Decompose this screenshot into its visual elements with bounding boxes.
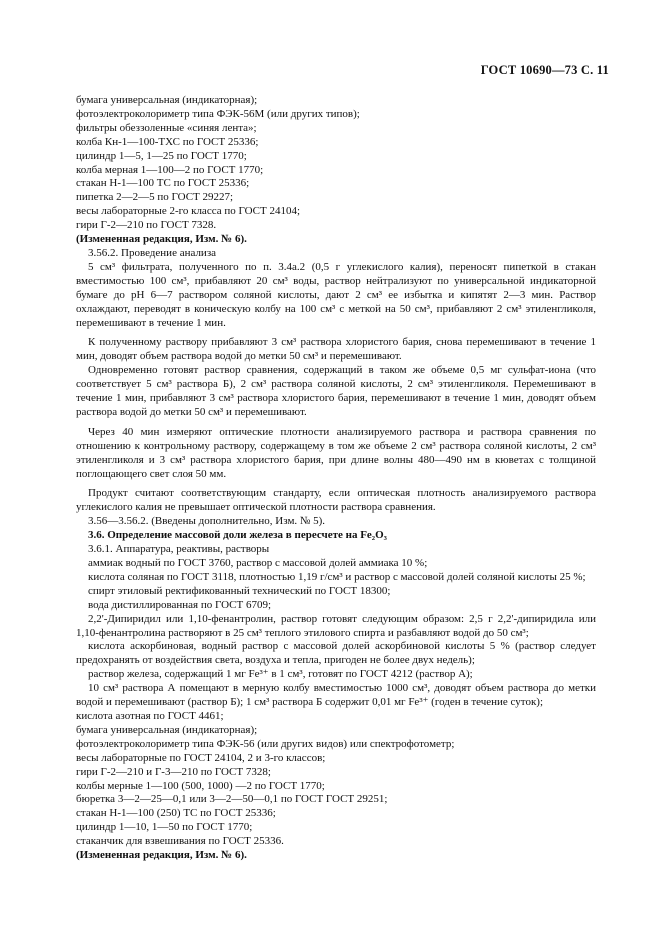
- paragraph: кислота соляная по ГОСТ 3118, плотностью 1,19 г/см³ и раствор с массовой долей соляной кислоты 25 %;: [88, 570, 586, 583]
- paragraph: 5 см³ фильтрата, полученного по п. 3.4а.2 (0,5 г углекислого калия), переносят пипеткой в стакан вместимостью 100 см³, прибавляют 20 см³ воды, раствор нейтрализуют по универсальной индикаторной бумаге до pH 6—7 раствором соляной кислоты, дают 2 см³ ее избытка и кипятят 2—3 мин. Раствор охлаждают, переводят в коническую колбу на 100 см³ с меткой на 50 см³, прибавляют 2 см³ этиленгликоля, перемешивают в течение 1 мин.: [76, 260, 596, 329]
- paragraph: (Измененная редакция, Изм. № 6).: [76, 233, 247, 246]
- paragraph: раствор железа, содержащий 1 мг Fe³⁺ в 1 см³, готовят по ГОСТ 4212 (раствор А);: [88, 668, 473, 681]
- paragraph: фотоэлектроколориметр типа ФЭК-56 (или других видов) или спектрофотометр;: [76, 737, 455, 750]
- paragraph: Одновременно готовят раствор сравнения, содержащий в таком же объеме 0,5 мг сульфат-иона (что соответствует 5 см³ раствора Б), 2 см³ раствора соляной кислоты, 2 см³ этиленгликоля. Перемешивают в течение 1 мин, прибавляют 3 см³ раствора хлористого бария, перемешивают в течение 1 мин, доводят объем раствора водой до метки 50 см³ и перемешивают.: [76, 364, 596, 418]
- paragraph: 3.6.1. Аппаратура, реактивы, растворы: [88, 543, 270, 556]
- paragraph: колба мерная 1—100—2 по ГОСТ 1770;: [76, 163, 264, 176]
- paragraph: стаканчик для взвешивания по ГОСТ 25336.: [76, 835, 284, 848]
- paragraph: 3.6. Определение массовой доли железа в пересчете на Fe₂O₃: [88, 529, 387, 542]
- paragraph: аммиак водный по ГОСТ 3760, раствор с массовой долей аммиака 10 %;: [88, 557, 428, 569]
- paragraph: бумага универсальная (индикаторная);: [76, 94, 258, 106]
- paragraph: бюретка 3—2—25—0,1 или 3—2—50—0,1 по ГОСТ ГОСТ 29251;: [76, 793, 388, 806]
- paragraph: пипетка 2—2—5 по ГОСТ 29227;: [76, 191, 234, 204]
- paragraph: 10 см³ раствора А помещают в мерную колбу вместимостью 1000 см³, доводят объем раствора до метки водой и перемешивают (раствор Б); 1 см³ раствора Б содержит 0,01 мг Fe³⁺ (годен в течение суток);: [76, 682, 596, 709]
- paragraph: фильтры обеззоленные «синяя лента»;: [76, 121, 257, 134]
- paragraph: стакан Н-1—100 (250) ТС по ГОСТ 25336;: [76, 807, 276, 820]
- paragraph: весы лабораторные 2-го класса по ГОСТ 24104;: [76, 205, 301, 218]
- paragraph: цилиндр 1—5, 1—25 по ГОСТ 1770;: [76, 149, 247, 162]
- paragraph: кислота аскорбиновая, водный раствор с массовой долей аскорбиновой кислоты 5 % (раствор следует предохранять от воздействия света, воздуха и тепла, пригоден не более двух недель);: [76, 640, 596, 667]
- paragraph: 2,2'-Дипиридил или 1,10-фенантролин, раствор готовят следующим образом: 2,5 г 2,2'-дипиридила или 1,10-фенантролина растворяют в 25 см³ теплого этилового спирта и разбавляют водой до 50 см³;: [76, 612, 596, 639]
- paragraph: спирт этиловый ректификованный технический по ГОСТ 18300;: [88, 584, 391, 597]
- paragraph: К полученному раствору прибавляют 3 см³ раствора хлористого бария, снова перемешивают в течение 1 мин, доводят объем раствора водой до метки 50 см³ и перемешивают.: [76, 336, 596, 363]
- paragraph: колбы мерные 1—100 (500, 1000) —2 по ГОСТ 1770;: [76, 779, 325, 792]
- paragraph: бумага универсальная (индикаторная);: [76, 723, 258, 736]
- paragraph: кислота азотная по ГОСТ 4461;: [76, 709, 224, 722]
- paragraph: 3.56—3.56.2. (Введены дополнительно, Изм. № 5).: [88, 515, 326, 528]
- paragraph: Через 40 мин измеряют оптические плотности анализируемого раствора и раствора сравнения по отношению к контрольному раствору, содержащему в том же объеме 2 см³ раствора соляной кислоты, 2 см³ этиленгликоля и 3 см³ раствора хлористого бария, при длине волны 480—490 нм в кюветах с толщиной поглощающего свет слоя 50 мм.: [76, 425, 596, 480]
- paragraph: вода дистиллированная по ГОСТ 6709;: [88, 598, 272, 611]
- paragraph: цилиндр 1—10, 1—50 по ГОСТ 1770;: [76, 821, 253, 834]
- paragraph: 3.56.2. Проведение анализа: [88, 246, 217, 259]
- paragraph: колба Кн-1—100-ТХС по ГОСТ 25336;: [76, 135, 259, 148]
- paragraph: гири Г-2—210 по ГОСТ 7328.: [76, 219, 217, 232]
- paragraph: гири Г-2—210 и Г-3—210 по ГОСТ 7328;: [76, 765, 271, 778]
- running-header: ГОСТ 10690—73 С. 11: [480, 63, 609, 77]
- paragraph: (Измененная редакция, Изм. № 6).: [76, 849, 247, 862]
- paragraph: Продукт считают соответствующим стандарту, если оптическая плотность анализируемого раствора углекислого калия не превышает оптической плотности раствора сравнения.: [76, 487, 596, 514]
- paragraph: стакан Н-1—100 ТС по ГОСТ 25336;: [76, 177, 250, 190]
- paragraph: весы лабораторные по ГОСТ 24104, 2 и 3-го классов;: [76, 751, 326, 764]
- body-text: [76, 94, 596, 863]
- paragraph: фотоэлектроколориметр типа ФЭК-56М (или других типов);: [76, 107, 360, 120]
